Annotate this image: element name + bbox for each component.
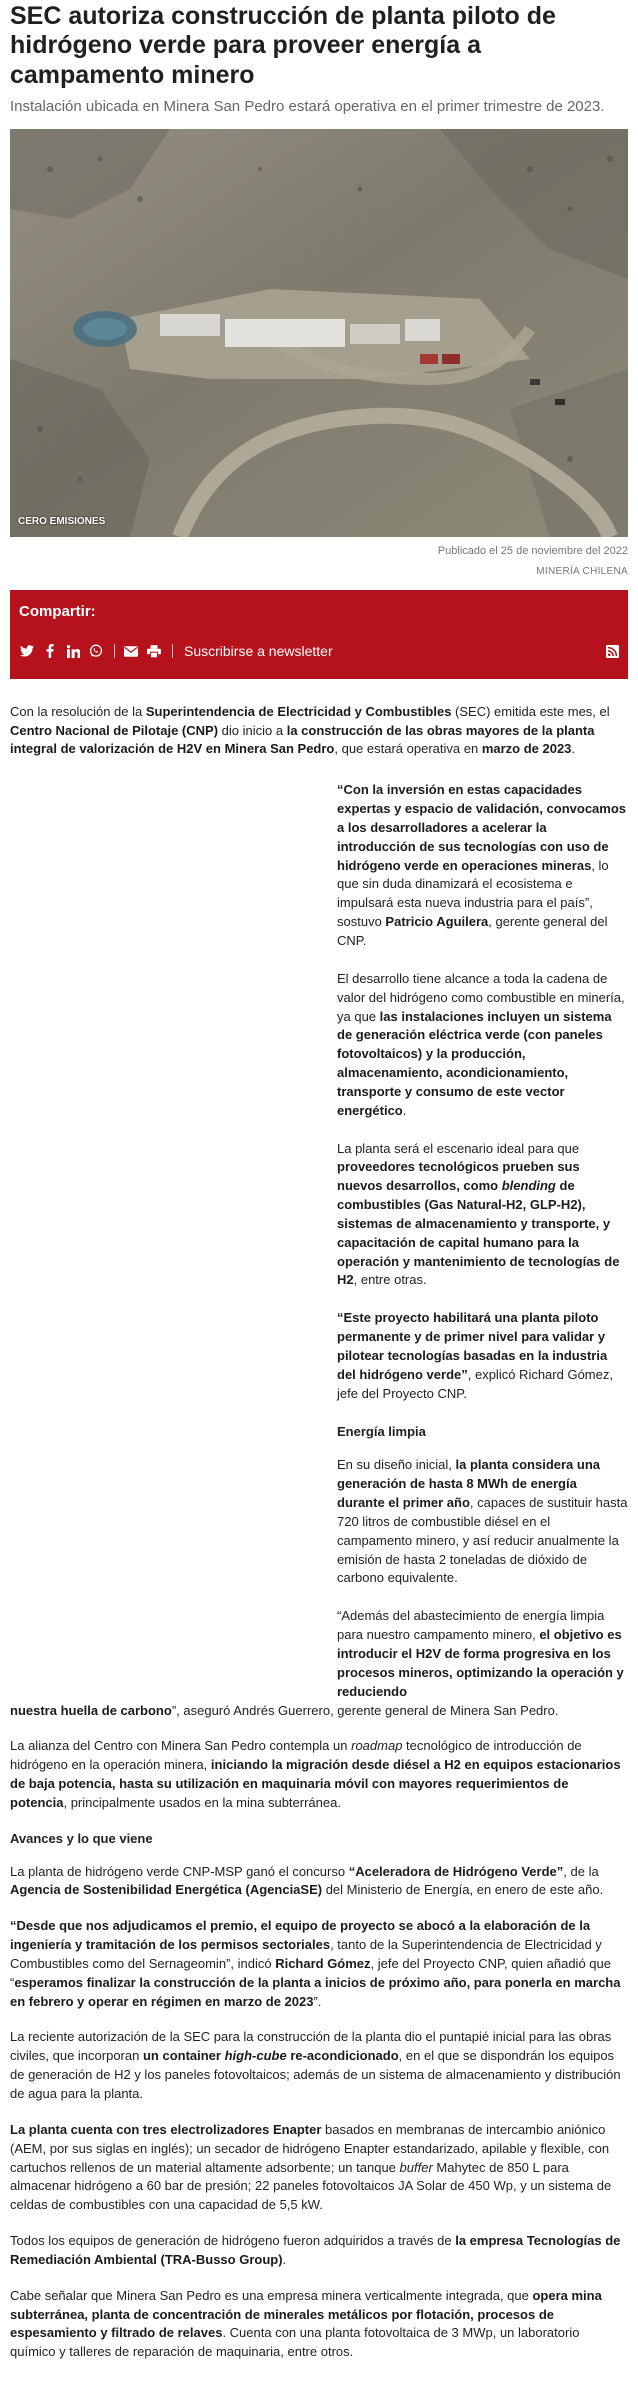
facebook-icon[interactable] [42,643,58,659]
right-column [337,781,628,1701]
paragraph-design: En su diseño inicial, la planta considera una generación de hasta 8 MWh de energía durante el primer año, capaces de sustituir hasta 720 litros de combustible diésel en el campamento minero, y así reducir anualmente la emisión de hasta 2 toneladas de dióxido de carbono equivalente. [337,1457,628,1586]
email-icon[interactable] [123,643,139,659]
paragraph-award: La planta de hidrógeno verde CNP-MSP ganó el concurso “Aceleradora de Hidrógeno Verde”, de la Agencia de Sostenibilidad Energética (AgenciaSE) del Ministerio de Energía, en enero de este año. [10,1863,604,1898]
twitter-icon[interactable] [19,643,35,659]
paragraph-authorization: La reciente autorización de la SEC para la construcción de la planta dio el puntapié inicial para las obras civiles, que incorporan un container high-cube re-acondicionado, en el que se dispondrán los equipos de generación de H2 y los paneles fotovoltaicos; además de un sistema de almacenamiento y distribución de agua para la planta. [10,2029,621,2101]
whatsapp-icon[interactable] [88,643,104,659]
article-title: SEC autoriza construcción de planta piloto de hidrógeno verde para proveer energía a campamento minero [10,2,556,89]
share-divider [114,644,115,658]
section-heading-progress: Avances y lo que viene [10,1830,153,1846]
print-icon[interactable] [146,643,162,659]
share-title: Compartir: [19,602,96,620]
paragraph-alliance: La alianza del Centro con Minera San Pedro contempla un roadmap tecnológico de introducción de hidrógeno en la operación minera, iniciando la migración desde diésel a H2 en equipos estacionarios de baja potencia, hasta su utilización en maquinaria móvil con mayores requerimientos de potencia, principalmente usados en la mina subterránea. [10,1738,621,1810]
share-actions [19,642,619,660]
aerial-photo-illustration [10,129,628,537]
paragraph-value-chain: El desarrollo tiene alcance a toda la cadena de valor del hidrógeno como combustible en minería, ya que las instalaciones incluyen un sistema de generación eléctrica verde (con paneles fotovoltaicos) y la producción, almacenamiento, acondicionamiento, transporte y consumo de este vector energético. [337,970,625,1118]
paragraph-intro: Con la resolución de la Superintendencia de Electricidad y Combustibles (SEC) emitida este mes, el Centro Nacional de Pilotaje (CNP) dio inicio a la construcción de las obras mayores de la planta integral de valorización de H2V en Minera San Pedro, que estará operativa en marzo de 2023. [10,703,610,757]
paragraph-scenario: La planta será el escenario ideal para que proveedores tecnológicos prueben sus nuevos desarrollos, como blending de combustibles (Gas Natural-H2, GLP-H2), sistemas de almacenamiento y transporte, y capacitación de capital humano para la operación y mantenimiento de tecnologías de H2, entre otras. [337,1140,620,1288]
quote-gomez: “Este proyecto habilitará una planta piloto permanente y de primer nivel para validar y pilotear tecnologías basadas en la industria del hidrógeno verde”, explicó Richard Gómez, jefe del Proyecto CNP. [337,1310,613,1401]
paragraph-electrolyzers: La planta cuenta con tres electrolizadores Enapter basados en membranas de intercambio aniónico (AEM, por sus siglas en inglés); un secador de hidrógeno Enapter estandarizado, apilable y flexible, con cartuchos rellenos de un material altamente adsorbente; un tanque buffer Mahytec de 850 L para almacenar hidrógeno a 60 bar de presión; 22 paneles fotovoltaicos JA Solar de 450 Wp, y un sistema de celdas de combustibles con una capacidad de 5,5 kW. [10,2121,612,2213]
share-bar [10,590,628,679]
rss-icon[interactable] [604,643,620,659]
paragraph-suppliers: Todos los equipos de generación de hidrógeno fueron adquiridos a través de la empresa Tecnologías de Remediación Ambiental (TRA-Busso Group). [10,2233,621,2267]
share-divider-2 [172,644,173,658]
hero-image [10,129,628,537]
quote-aguilera: “Con la inversión en estas capacidades expertas y espacio de validación, convocamos a los desarrolladores a acelerar la introducción de sus tecnologías con uso de hidrógeno verde en operaciones mineras, lo que sin duda dinamizará el ecosistema e impulsará esta nueva industria para el país”, sostuvo Patricio Aguilera, gerente general del CNP. [337,782,627,948]
quote-guerrero: “Además del abastecimiento de energía limpia para nuestro campamento minero, el objetivo es introducir el H2V de forma progresiva en los procesos mineros, optimizando la operación y reduciendo [337,1608,624,1699]
paragraph-company: Cabe señalar que Minera San Pedro es una empresa minera verticalmente integrada, que opera mina subterránea, planta de concentración de minerales metálicos por flotación, procesos de espesamiento y filtrado de relaves. Cuenta con una planta fotovoltaica de 3 MWp, un laboratorio químico y talleres de reparación de maquinaria, entre otros. [10,2287,602,2360]
article-subtitle: Instalación ubicada en Minera San Pedro estará operativa en el primer trimestre de 2023. [10,97,605,115]
linkedin-icon[interactable] [65,643,81,659]
newsletter-link[interactable]: Suscribirse a newsletter [184,643,333,660]
quote-guerrero-continued: nuestra huella de carbono”, aseguró Andrés Guerrero, gerente general de Minera San Pedro. [10,1702,559,1718]
publish-date: Publicado el 25 de noviembre del 2022 [437,545,628,558]
image-credit: CERO EMISIONES [18,515,106,527]
section-heading-clean-energy: Energía limpia [337,1423,426,1439]
paragraph-gomez-statement: “Desde que nos adjudicamos el premio, el equipo de proyecto se abocó a la elaboración de la ingeniería y tramitación de los permisos sectoriales, tanto de la Superintendencia de Electricidad y Combustibles como del Sernageomin”, indicó Richard Gómez, jefe del Proyecto CNP, quien añadió que “esperamos finalizar la construcción de la planta a inicios de próximo año, para ponerla en marcha en febrero y operar en régimen en marzo de 2023”. [10,1918,621,2009]
article-body [10,703,628,2362]
article-source: MINERÍA CHILENA [536,566,628,578]
